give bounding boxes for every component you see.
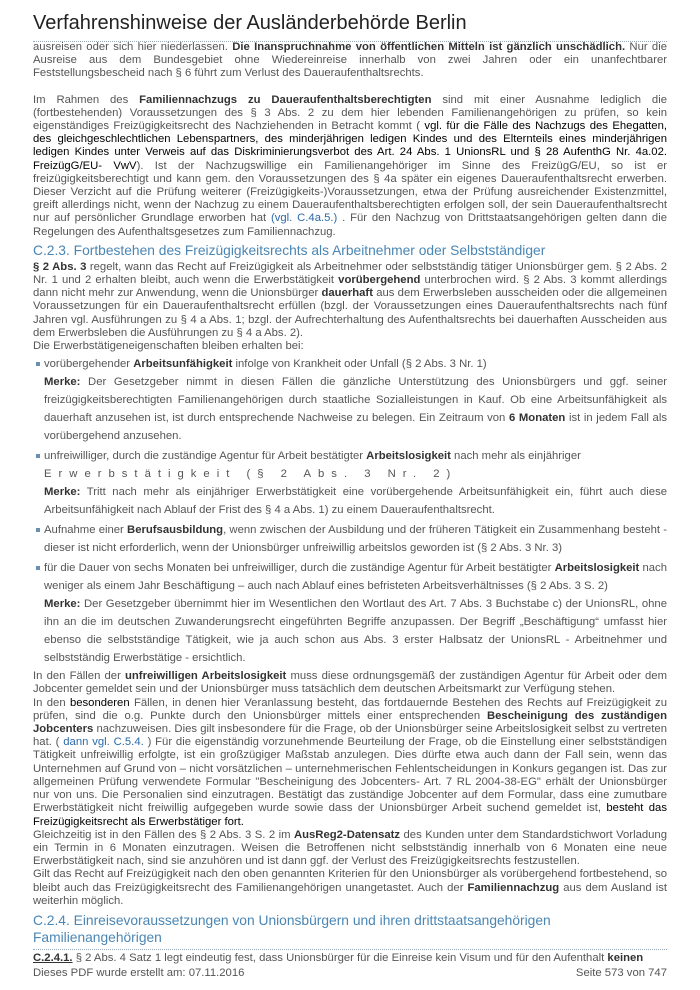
text: In den Fällen der	[33, 670, 125, 683]
page-header	[33, 10, 667, 42]
bold-text: Die Inanspruchnahme von öffentlichen Mitteln ist gänzlich unschädlich.	[232, 41, 626, 53]
paragraph	[33, 829, 667, 869]
list-item	[44, 355, 667, 445]
bold-text: Berufsausbildung	[127, 524, 224, 537]
bold-text: Arbeitsunfähigkeit	[133, 358, 233, 371]
text: Der Gesetzgeber übernimmt hier im Wesentlichen den Wortlaut des Art. 7 Abs. 3 Buchstabe c) der UnionsRL, ohne ihn an die im deutschen Zuwanderungsrecht eingeführten Begriffe anzupassen. Der Begriff „Beschäftigung“ umfasst hier ebenso die selbstständige Tätigkeit, wie ja auch schon aus Abs. 3 erster Halbsatz der UnionsRL - Arbeitnehmer und selbstständig Erwerbstätige - ersichtlich.	[44, 598, 667, 665]
text: aus dem Erwerbsleben ausscheiden oder die allgemeinen Voraussetzungen für ein Daueraufenthaltsrecht erfüllen (bzgl. der Voraussetzungen eines Daueraufenthaltsrechts nach fünf Jahren vgl. Ausführungen zu § 4 a Abs. 1; bzgl. der Aufrechterhaltung des Aufenthaltsrechts bei dauerhaften Ausscheiden aus dem Erwerbsleben die Ausführungen zu § 4 a Abs. 2).	[33, 287, 667, 339]
page-content	[33, 41, 667, 965]
text: ausreisen oder sich hier niederlassen.	[33, 41, 233, 53]
emphasis-text: besonderen	[69, 696, 130, 709]
paragraph	[33, 697, 667, 829]
text: muss diese ordnungsgemäß der zuständigen Agentur für Arbeit oder dem Jobcenter gemeldet sein und der Unionsbürger muss tatsächlich dem deutschen Arbeitsmarkt zur Verfügung stehen.	[33, 670, 667, 696]
bold-text: 6 Monaten	[508, 412, 566, 425]
text: In den	[33, 696, 70, 709]
section-number: C.2.4.1.	[33, 951, 73, 964]
text: Gleichzeitig ist in den Fällen des § 2 Abs. 3 S. 2 im	[33, 828, 294, 841]
text: Der Gesetzgeber nimmt in diesen Fällen die gänzliche Unterstützung des Unionsbürgers und ggf. seiner freizügigkeitsberechtigten Familienangehörigen durch staatliche Sozialleistungen in Kauf. Ob eine Arbeitsunfähigkeit als dauerhaft anzusehen ist, ist durch entsprechende Nachweise zu belegen. Ein Zeitraum von	[44, 376, 667, 425]
section-heading: C.2.4. Einreisevoraussetzungen von Unionsbürgern und ihren drittstaatsangehörigen Familienangehörigen	[33, 912, 667, 950]
text: unfreiwilliger, durch die zuständige Agentur für Arbeit bestätigter	[44, 450, 367, 463]
text: des Kunden unter dem Standardstichwort Vorladung ein Termin in 6 Monaten einzutragen. Weisen die Betroffenen nicht selbstständig innerhalb von 6 Monaten eine neue Erwerbstätigkeit nach, sind sie anzuhören und ist dann ggf. der Verlust des Freizügigkeitsrechts festzustellen.	[33, 828, 667, 868]
cross-reference-link[interactable]: (vgl. C.4a.5.)	[270, 212, 338, 225]
text: regelt, wann das Recht auf Freizügigkeit als Arbeitnehmer oder selbstständig tätiger Unionsbürger gem. § 2 Abs. 2 Nr. 1 und 2 erhalten bleibt, auch wenn die Erwerbstätigkeit	[33, 260, 667, 287]
bold-text: unfreiwilligen Arbeitslosigkeit	[125, 670, 287, 683]
text: ist in jedem Fall als vorübergehend anzusehen.	[44, 412, 667, 443]
reference-text: vgl. für die Fälle des Nachzugs des Ehegatten, des gleichgeschlechtlichen Lebenspartners, des minderjährigen ledigen Kindes und des Elternteils eines minderjährigen ledigen Kindes unter Verweis auf das Diskriminierungsverbot des Art. 24 Abs. 1 UnionsRL und § 28 AufenthG Nr. 4a.02. FreizügG/EU- VwV	[33, 120, 668, 172]
bold-text: § 2 Abs. 3	[33, 260, 87, 273]
text: nachzuweisen. Dies gilt insbesondere für die Frage, ob der Unionsbürger seine Arbeitslosigkeit selbst zu vertreten hat. (	[33, 723, 667, 749]
paragraph	[33, 94, 667, 239]
bullet-icon	[36, 362, 40, 366]
text: vorübergehender	[44, 358, 134, 371]
text: § 2 Abs. 4 Satz 1 legt eindeutig fest, dass Unionsbürger für die Einreise kein Visum und für den Aufenthalt	[72, 951, 608, 964]
text: aus dem Ausland ist weiterhin möglich.	[33, 881, 667, 907]
paragraph	[33, 261, 667, 340]
text: infolge von Krankheit oder Unfall (§ 2 Abs. 3 Nr. 1)	[232, 358, 487, 371]
page-footer	[33, 967, 667, 979]
text: Aufnahme einer	[44, 524, 128, 537]
conditions-list	[33, 355, 667, 667]
text: nach mehr als einjähriger	[450, 450, 581, 463]
text: , wenn zwischen der Ausbildung und der früheren Tätigkeit ein Zusammenhang besteht - dieser ist nicht erforderlich, wenn der Unionsbürger unfreiwillig arbeitslos geworden ist (§ 2 Abs. 3 Nr. 3)	[44, 524, 667, 555]
cross-reference-link[interactable]: dann vgl. C.5.4.	[63, 736, 144, 749]
text: Erwerbstätigkeit (§ 2 Abs. 3 Nr. 2)	[44, 468, 458, 481]
text: Fällen, in denen hier Veranlassung besteht, das fortdauernde Bestehen des Rechts auf Freizügigkeit zu prüfen, sind die o.g. Punkte durch den Unionsbürger mittels einer entsprechenden	[33, 696, 667, 722]
emphasis-text: besteht das Freizügigkeitsrecht als Erwerbstätiger fort.	[33, 802, 667, 828]
bold-text: vorübergehend	[338, 274, 421, 287]
text: Gilt das Recht auf Freizügigkeit nach den oben genannten Kriterien für den Unionsbürger als vorübergehend fortbestehend, so bleibt auch das Freizügigkeitsrecht des Familienangehörigen unangetastet. Auch der	[33, 868, 667, 894]
text: ). Ist der Nachzugswillige ein Familienangehöriger im Sinne des FreizügG/EU, so ist er freizügigkeitsberechtigt und kann gem. den Voraussetzungen des § 4a später ein eigenes Daueraufenthaltsrecht erwerben. Dieser Verzicht auf die Prüfung weiterer (Freizügigkeits-)Voraussetzungen, etwa der Prüfung ausreichender Existenzmittel, greift allerdings nicht, wenn der Nachzug zu einem Daueraufenthaltsberechtigten erfolgen soll, der sein Daueraufenthaltsrecht nur auf persönlicher Grundlage erworben hat	[33, 159, 667, 225]
bold-text: Familiennachzugs zu Daueraufenthaltsberechtigten	[139, 93, 432, 106]
bullet-icon	[36, 566, 40, 570]
note-label: Merke:	[44, 598, 81, 611]
list-item	[44, 447, 667, 519]
text: Nur die Ausreise aus dem Bundesgebiet ohne Wiedereinreise innerhalb von zwei Jahren oder ein unanfechtbarer Feststellungsbescheid nach § 6 führt zum Verlust des Daueraufenthaltsrechts.	[33, 41, 667, 80]
paragraph	[33, 41, 667, 81]
note-label: Merke:	[44, 486, 81, 499]
paragraph	[33, 670, 667, 696]
text: für die Dauer von sechs Monaten bei unfreiwilliger, durch die zuständige Agentur für Arbeit bestätigter	[44, 562, 555, 575]
list-item	[44, 559, 667, 667]
paragraph	[33, 868, 667, 908]
text: . Für den Nachzug von Drittstaatsangehörigen gelten dann die Regelungen des Aufenthaltsgesetzes zum Familiennachzug.	[33, 212, 667, 238]
bold-text: Arbeitslosigkeit	[554, 562, 640, 575]
paragraph: Die Erwerbstätigeneigenschaften bleiben erhalten bei:	[33, 340, 304, 353]
section-heading: C.2.3. Fortbestehen des Freizügigkeitsrechts als Arbeitnehmer oder Selbstständiger	[33, 242, 546, 258]
paragraph	[33, 952, 667, 965]
text: unterbrochen wird. § 2 Abs. 3 kommt allerdings dann nicht mehr zur Anwendung, wenn die Unionsbürger	[33, 274, 667, 300]
text: sind mit einer Ausnahme lediglich die (fortbestehenden) Voraussetzungen des § 3 Abs. 2 zu dem hier lebenden Familienangehörigen zu prüfen, so kein eigenständiges Freizügigkeitsrecht des Nachziehenden in Betracht kommt (	[33, 93, 667, 133]
bullet-icon	[36, 528, 40, 532]
footer-page-number: Seite 573 von 747	[575, 967, 667, 979]
text: ) Für die eigenständig vorzunehmende Beurteilung der Frage, ob die Einstellung einer selbstständigen Tätigkeit unfreiwillig erfolgte, ist ein großzügiger Maßstab anzulegen. Dies dürfte etwa auch dann der Fall sein, wenn das Unternehmen auf Grund von – nicht vorsätzlichen – unternehmerischen Fehlentscheidungen in Konkurs gegangen ist. Das zur allgemeinen Prüfung verwendete Formular "Bescheinigung des Jobcenters- Art. 7 RL 2004-38-EG" erhält der Unionsbürger nur von uns. Die Personalien sind einzutragen. Bestätigt das zuständige Jobcenter auf dem Formular, dass eine zumutbare Erwerbstätigkeit nicht freiwillig aufgegeben wurde sowie dass der Unionsbürger Arbeit suchend gemeldet ist,	[33, 736, 667, 815]
bold-text: Arbeitslosigkeit	[366, 450, 451, 463]
text: nach weniger als einem Jahr Beschäftigung – auch nach Ablauf eines befristeten Arbeitsverhältnisses (§ 2 Abs. 3 S. 2)	[44, 562, 667, 593]
bold-text: keinen	[607, 951, 644, 964]
bullet-icon	[36, 454, 40, 458]
document-title: Verfahrenshinweise der Ausländerbehörde Berlin	[33, 12, 467, 34]
bold-text: Bescheinigung des zuständigen Jobcenters	[33, 709, 667, 736]
bold-text: dauerhaft	[321, 287, 373, 300]
note-label: Merke:	[44, 376, 81, 389]
list-item	[44, 521, 667, 557]
footer-created-date: Dieses PDF wurde erstellt am: 07.11.2016	[33, 967, 245, 979]
text: Im Rahmen des	[33, 93, 140, 106]
text: Tritt nach mehr als einjähriger Erwerbstätigkeit eine vorübergehende Arbeitsunfähigkeit ein, führt auch diese Arbeitsunfähigkeit nach Ablauf der Frist des § 4 a Abs. 1) zu einem Daueraufenthaltsrecht.	[44, 486, 667, 517]
bold-text: AusReg2-Datensatz	[293, 828, 401, 841]
bold-text: Familiennachzug	[467, 881, 560, 894]
